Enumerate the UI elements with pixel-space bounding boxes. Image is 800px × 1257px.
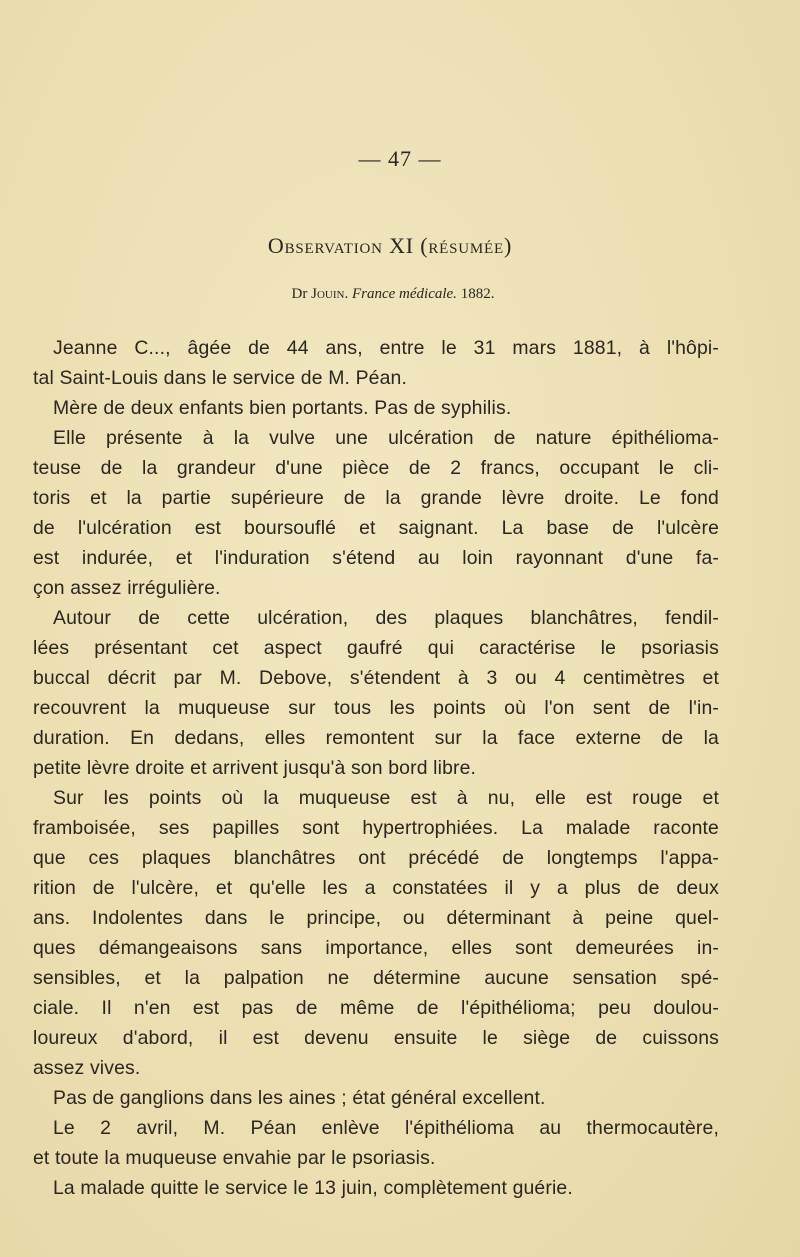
- text-line: Sur les points où la muqueuse est à nu, elle est rouge et: [53, 787, 719, 809]
- text-line: La malade quitte le service le 13 juin, complètement guérie.: [53, 1177, 573, 1199]
- text-line: est indurée, et l'induration s'étend au loin rayonnant d'une fa-: [33, 547, 719, 569]
- citation: [0, 286, 786, 303]
- text-line: toris et la partie supérieure de la grande lèvre droite. Le fond: [33, 487, 719, 509]
- text-line: Jeanne C..., âgée de 44 ans, entre le 31 mars 1881, à l'hôpi-: [53, 337, 719, 359]
- text-line: de l'ulcération est boursouflé et saignant. La base de l'ulcère: [33, 517, 719, 539]
- text-line: buccal décrit par M. Debove, s'étendent à 3 ou 4 centimètres et: [33, 667, 719, 689]
- observation-title: Observation XI (résumée): [267, 233, 513, 258]
- text-line: sensibles, et la palpation ne détermine aucune sensation spé-: [33, 967, 719, 989]
- citation-prefix: Dr: [291, 286, 308, 302]
- citation-year: 1882.: [460, 286, 495, 302]
- page-number: — 47 —: [358, 146, 442, 171]
- text-line: Le 2 avril, M. Péan enlève l'épithélioma au thermocautère,: [53, 1117, 719, 1139]
- text-line: recouvrent la muqueuse sur tous les points où l'on sent de l'in-: [33, 697, 719, 719]
- text-line: et toute la muqueuse envahie par le psoriasis.: [33, 1147, 436, 1169]
- citation-author: Jouin.: [311, 286, 349, 302]
- text-line: çon assez irrégulière.: [33, 577, 221, 599]
- text-line: ans. Indolentes dans le principe, ou déterminant à peine quel-: [33, 907, 719, 929]
- text-line: duration. En dedans, elles remontent sur la face externe de la: [33, 727, 719, 749]
- text-line: Elle présente à la vulve une ulcération de nature épithélioma-: [53, 427, 719, 449]
- text-line: Pas de ganglions dans les aines ; état général excellent.: [53, 1087, 546, 1109]
- text-line: petite lèvre droite et arrivent jusqu'à son bord libre.: [33, 757, 477, 779]
- text-line: lées présentant cet aspect gaufré qui caractérise le psoriasis: [33, 637, 719, 659]
- text-line: teuse de la grandeur d'une pièce de 2 francs, occupant le cli-: [33, 457, 719, 479]
- text-line: ques démangeaisons sans importance, elles sont demeurées in-: [33, 937, 719, 959]
- text-line: framboisée, ses papilles sont hypertrophiées. La malade raconte: [33, 817, 719, 839]
- text-line: Mère de deux enfants bien portants. Pas de syphilis.: [53, 397, 512, 419]
- citation-journal: France médicale.: [351, 286, 457, 302]
- text-line: ciale. Il n'en est pas de même de l'épithélioma; peu doulou-: [33, 997, 719, 1019]
- text-line: loureux d'abord, il est devenu ensuite le siège de cuissons: [33, 1027, 719, 1049]
- text-line: Autour de cette ulcération, des plaques blanchâtres, fendil-: [53, 607, 719, 629]
- text-line: assez vives.: [33, 1057, 141, 1079]
- text-line: que ces plaques blanchâtres ont précédé de longtemps l'appa-: [33, 847, 719, 869]
- text-line: rition de l'ulcère, et qu'elle les a constatées il y a plus de deux: [33, 877, 719, 899]
- text-line: tal Saint-Louis dans le service de M. Péan.: [33, 367, 407, 389]
